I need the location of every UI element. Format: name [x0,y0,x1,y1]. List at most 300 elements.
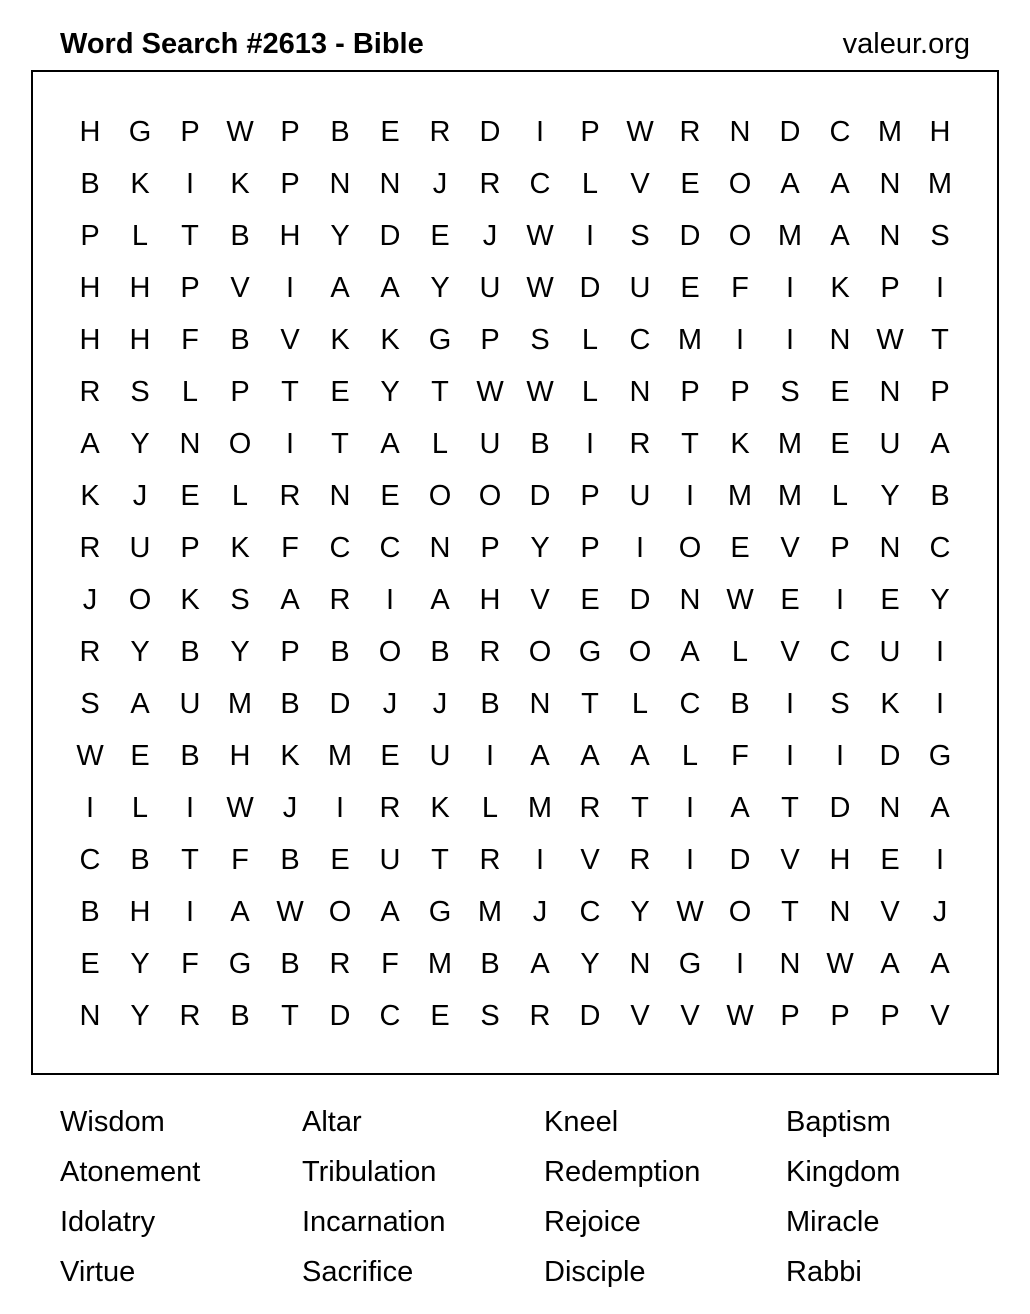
grid-cell: W [276,895,304,928]
grid-cell: S [80,687,100,720]
letter-grid [65,106,965,1042]
grid-cell: C [329,531,351,564]
grid-cell: W [626,115,654,148]
grid-cell: N [879,219,901,252]
grid-cell: I [835,739,845,772]
grid-cell: I [285,427,295,460]
grid-cell: A [380,271,400,304]
grid-cell: P [580,115,600,148]
grid-cell: D [879,739,901,772]
grid-cell: A [680,635,700,668]
word-list-item: Sacrifice [302,1256,414,1288]
grid-cell: K [880,687,900,720]
grid-cell: Y [130,947,150,980]
grid-cell: T [431,843,449,876]
grid-cell: P [480,323,500,356]
grid-cell: R [329,947,351,980]
word-list-item: Atonement [60,1156,201,1188]
grid-cell: I [585,219,595,252]
grid-cell: U [629,271,651,304]
grid-cell: I [685,479,695,512]
grid-cell: B [930,479,950,512]
grid-cell: A [80,427,100,460]
grid-cell: M [327,739,353,772]
grid-cell: E [580,583,600,616]
grid-cell: Y [880,479,900,512]
grid-cell: U [879,635,901,668]
grid-cell: O [228,427,252,460]
grid-cell: A [880,947,900,980]
header [60,26,970,70]
grid-cell: P [180,271,200,304]
grid-cell: R [329,583,351,616]
grid-cell: R [279,479,301,512]
grid-cell: P [780,999,800,1032]
grid-cell: B [280,687,300,720]
grid-cell: I [935,843,945,876]
grid-cell: K [730,427,750,460]
word-list-item: Baptism [786,1106,891,1138]
grid-cell: A [380,895,400,928]
grid-cell: E [330,375,350,408]
word-list-item: Virtue [60,1256,136,1288]
grid-cell: I [635,531,645,564]
grid-cell: I [185,167,195,200]
grid-cell: L [581,375,599,408]
grid-cell: T [781,895,799,928]
grid-cell: S [530,323,550,356]
grid-cell: M [777,479,803,512]
grid-cell: H [129,323,151,356]
grid-cell: C [579,895,601,928]
grid-cell: R [179,999,201,1032]
grid-cell: A [830,219,850,252]
grid-cell: A [380,427,400,460]
grid-cell: O [128,583,152,616]
grid-cell: W [526,375,554,408]
grid-cell: B [130,843,150,876]
grid-cell: U [629,479,651,512]
grid-cell: U [879,427,901,460]
grid-cell: Y [930,583,950,616]
grid-cell: U [479,271,501,304]
grid-cell: S [930,219,950,252]
grid-cell: Y [380,375,400,408]
grid-cell: M [877,115,903,148]
grid-cell: G [228,947,252,980]
grid-cell: O [528,635,552,668]
grid-cell: M [527,791,553,824]
grid-cell: M [927,167,953,200]
grid-cell: T [281,375,299,408]
grid-cell: A [130,687,150,720]
grid-cell: M [427,947,453,980]
grid-cell: L [581,323,599,356]
grid-cell: V [780,843,800,876]
grid-cell: W [726,583,754,616]
grid-cell: L [481,791,499,824]
grid-cell: V [780,635,800,668]
grid-cell: H [829,843,851,876]
grid-cell: H [929,115,951,148]
grid-cell: O [728,167,752,200]
word-list-item: Wisdom [60,1106,165,1138]
grid-cell: N [529,687,551,720]
grid-cell: R [679,115,701,148]
grid-cell: A [430,583,450,616]
grid-cell: J [282,791,298,824]
word-list-item: Disciple [544,1256,646,1288]
grid-cell: E [730,531,750,564]
grid-cell: P [280,115,300,148]
grid-cell: S [480,999,500,1032]
grid-cell: I [785,739,795,772]
grid-cell: R [79,531,101,564]
grid-cell: P [230,375,250,408]
grid-cell: H [79,271,101,304]
grid-cell: D [579,271,601,304]
grid-cell: B [330,635,350,668]
grid-cell: W [676,895,704,928]
grid-cell: K [830,271,850,304]
grid-cell: E [330,843,350,876]
grid-cell: E [830,427,850,460]
grid-cell: E [130,739,150,772]
grid-cell: W [826,947,854,980]
grid-cell: A [730,791,750,824]
word-list [60,1097,1020,1297]
grid-cell: D [329,999,351,1032]
grid-cell: A [930,947,950,980]
grid-cell: S [130,375,150,408]
grid-cell: E [680,167,700,200]
grid-cell: I [685,791,695,824]
grid-cell: N [779,947,801,980]
grid-cell: A [530,947,550,980]
grid-cell: K [230,531,250,564]
grid-cell: D [629,583,651,616]
grid-cell: F [231,843,249,876]
grid-cell: I [785,323,795,356]
grid-cell: P [580,531,600,564]
grid-cell: R [529,999,551,1032]
grid-cell: I [585,427,595,460]
grid-cell: Y [130,635,150,668]
grid-cell: I [835,583,845,616]
grid-cell: I [685,843,695,876]
grid-cell: K [430,791,450,824]
grid-cell: J [132,479,148,512]
grid-cell: N [829,895,851,928]
grid-cell: I [735,947,745,980]
grid-cell: G [678,947,702,980]
letter-grid-frame [31,70,999,1075]
grid-cell: N [429,531,451,564]
grid-cell: C [829,115,851,148]
grid-cell: W [726,999,754,1032]
grid-cell: H [479,583,501,616]
grid-cell: T [181,843,199,876]
grid-cell: P [480,531,500,564]
grid-cell: A [830,167,850,200]
grid-cell: E [380,739,400,772]
grid-cell: V [530,583,550,616]
grid-cell: P [580,479,600,512]
grid-cell: E [830,375,850,408]
grid-cell: P [180,115,200,148]
grid-cell: F [381,947,399,980]
grid-cell: I [335,791,345,824]
grid-cell: D [729,843,751,876]
grid-cell: U [429,739,451,772]
grid-cell: T [781,791,799,824]
grid-cell: D [829,791,851,824]
grid-cell: R [629,427,651,460]
grid-cell: Y [130,999,150,1032]
grid-cell: C [629,323,651,356]
grid-cell: P [830,531,850,564]
grid-cell: S [630,219,650,252]
grid-cell: O [478,479,502,512]
grid-cell: D [779,115,801,148]
grid-cell: R [429,115,451,148]
grid-cell: B [230,219,250,252]
grid-cell: J [432,167,448,200]
grid-cell: J [932,895,948,928]
grid-cell: P [930,375,950,408]
grid-cell: W [226,791,254,824]
grid-cell: J [432,687,448,720]
grid-cell: C [79,843,101,876]
word-list-item: Miracle [786,1206,880,1238]
grid-cell: D [479,115,501,148]
grid-cell: B [530,427,550,460]
grid-cell: L [581,167,599,200]
grid-cell: I [535,115,545,148]
grid-cell: W [76,739,104,772]
grid-cell: K [380,323,400,356]
grid-cell: V [230,271,250,304]
grid-cell: H [129,895,151,928]
grid-cell: M [777,219,803,252]
grid-cell: N [729,115,751,148]
grid-cell: E [380,115,400,148]
grid-cell: Y [530,531,550,564]
word-list-item: Rejoice [544,1206,641,1238]
grid-cell: S [780,375,800,408]
grid-cell: L [731,635,749,668]
grid-cell: C [929,531,951,564]
grid-cell: A [580,739,600,772]
grid-cell: B [480,947,500,980]
grid-cell: V [280,323,300,356]
grid-cell: Y [330,219,350,252]
grid-cell: I [285,271,295,304]
grid-cell: D [329,687,351,720]
grid-cell: L [231,479,249,512]
grid-cell: P [280,635,300,668]
grid-cell: B [180,635,200,668]
grid-cell: P [180,531,200,564]
grid-cell: V [630,999,650,1032]
grid-cell: P [830,999,850,1032]
grid-cell: J [532,895,548,928]
grid-cell: I [485,739,495,772]
grid-cell: O [328,895,352,928]
grid-cell: W [876,323,904,356]
grid-cell: Y [130,427,150,460]
grid-cell: A [630,739,650,772]
grid-cell: I [385,583,395,616]
grid-cell: L [681,739,699,772]
grid-cell: L [131,791,149,824]
grid-cell: A [530,739,550,772]
grid-cell: A [930,791,950,824]
grid-cell: T [431,375,449,408]
grid-cell: E [80,947,100,980]
grid-cell: O [728,895,752,928]
word-list-item: Kingdom [786,1156,901,1188]
grid-cell: N [679,583,701,616]
grid-cell: M [677,323,703,356]
grid-cell: O [378,635,402,668]
grid-cell: P [280,167,300,200]
grid-cell: J [382,687,398,720]
grid-cell: C [379,999,401,1032]
grid-cell: I [935,271,945,304]
grid-cell: K [180,583,200,616]
grid-cell: C [379,531,401,564]
grid-cell: U [179,687,201,720]
grid-cell: K [280,739,300,772]
grid-cell: B [280,843,300,876]
grid-cell: R [629,843,651,876]
grid-cell: N [879,791,901,824]
grid-cell: T [581,687,599,720]
grid-cell: N [329,479,351,512]
grid-cell: R [479,843,501,876]
site-name: valeur.org [842,28,970,60]
grid-cell: V [630,167,650,200]
grid-cell: H [229,739,251,772]
grid-cell: L [831,479,849,512]
grid-cell: I [935,687,945,720]
grid-cell: K [230,167,250,200]
grid-cell: F [181,947,199,980]
grid-cell: M [777,427,803,460]
grid-cell: B [80,167,100,200]
grid-cell: T [281,999,299,1032]
grid-cell: Y [230,635,250,668]
grid-cell: E [880,583,900,616]
grid-cell: E [380,479,400,512]
grid-cell: W [226,115,254,148]
grid-cell: D [529,479,551,512]
grid-cell: I [785,271,795,304]
grid-cell: D [679,219,701,252]
grid-cell: O [678,531,702,564]
grid-cell: F [731,739,749,772]
grid-cell: C [829,635,851,668]
grid-cell: N [879,531,901,564]
grid-cell: R [79,375,101,408]
grid-cell: W [526,271,554,304]
grid-cell: B [730,687,750,720]
grid-cell: F [181,323,199,356]
grid-cell: I [85,791,95,824]
grid-cell: R [79,635,101,668]
grid-cell: C [529,167,551,200]
grid-cell: M [727,479,753,512]
grid-cell: J [482,219,498,252]
grid-cell: S [830,687,850,720]
grid-cell: Y [430,271,450,304]
grid-cell: R [479,167,501,200]
grid-cell: L [631,687,649,720]
grid-cell: L [431,427,449,460]
grid-cell: K [80,479,100,512]
grid-cell: B [230,323,250,356]
word-list-item: Redemption [544,1156,701,1188]
grid-cell: E [880,843,900,876]
grid-cell: G [428,895,452,928]
grid-cell: U [379,843,401,876]
grid-cell: B [430,635,450,668]
grid-cell: K [130,167,150,200]
grid-cell: N [879,167,901,200]
grid-cell: Y [630,895,650,928]
grid-cell: P [880,271,900,304]
grid-cell: A [230,895,250,928]
grid-cell: P [880,999,900,1032]
grid-cell: H [79,323,101,356]
grid-cell: W [476,375,504,408]
grid-cell: G [928,739,952,772]
grid-cell: H [279,219,301,252]
grid-cell: J [82,583,98,616]
grid-cell: F [731,271,749,304]
word-list-item: Idolatry [60,1206,156,1238]
grid-cell: W [526,219,554,252]
grid-cell: I [735,323,745,356]
grid-cell: M [227,687,253,720]
grid-cell: F [281,531,299,564]
grid-cell: A [780,167,800,200]
grid-cell: G [578,635,602,668]
word-list-item: Incarnation [302,1206,446,1238]
grid-cell: R [479,635,501,668]
word-list-item: Kneel [544,1106,619,1138]
grid-cell: G [428,323,452,356]
grid-cell: P [680,375,700,408]
grid-cell: T [631,791,649,824]
grid-cell: L [131,219,149,252]
grid-cell: A [930,427,950,460]
grid-cell: I [185,791,195,824]
grid-cell: E [680,271,700,304]
grid-cell: V [880,895,900,928]
grid-cell: N [629,947,651,980]
grid-cell: V [580,843,600,876]
grid-cell: V [930,999,950,1032]
grid-cell: I [785,687,795,720]
grid-cell: I [535,843,545,876]
grid-cell: N [179,427,201,460]
grid-cell: A [330,271,350,304]
grid-cell: I [935,635,945,668]
grid-cell: E [780,583,800,616]
grid-cell: V [780,531,800,564]
